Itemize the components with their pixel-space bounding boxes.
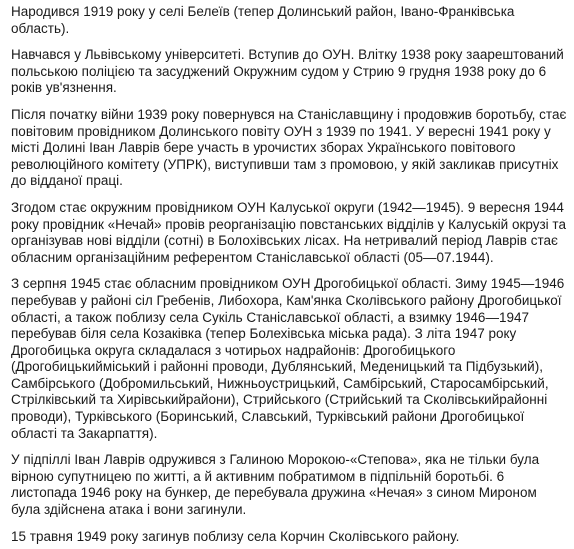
paragraph-death: 15 травня 1949 року загинув поблизу села Корчин Сколівського району. <box>11 528 460 544</box>
paragraph-marriage: У підпіллі Іван Лаврів одружився з Галиною Морокою-«Степова», яка не тільки була вірною супутницею по житті, а й активним побратимом в підпільній боротьбі. 6 листопада 1946 року на бункер, де перебувала дружина «Нечая» з сином Мироном була здійснена атака і вони загинули. <box>11 452 540 518</box>
paragraph-education: Навчався у Львівському університеті. Вступив до ОУН. Влітку 1938 року заарештований польською поліцією та засуджений Окружним судом у Стрию 9 грудня 1938 року до 6 років ув'язнення. <box>11 47 564 96</box>
paragraph-stanislav-1939: Після початку війни 1939 року повернувся на Станіславщину і продовжив боротьбу, стає повітовим провідником Долинського повіту ОУН з 1939 по 1941. У вересні 1941 року у місті Долині Іван Лаврів бере участь в урочистих зборах Українського повітового революційного комітету (УПРК), виступивши там з промовою, у якій закликав присутніх до відданої праці. <box>11 106 567 189</box>
paragraph-drohobych-oblast: З серпня 1945 стає обласним провідником ОУН Дрогобицької області. Зиму 1945—1946 перебував у районі сіл Гребенів, Либохора, Кам'янка Сколівського району Дрогобицької області, а також поблизу села Сукіль Станіславської області, а взимку 1946—1947 перебував біля села Козаківка (тепер Болехівська міська рада). З літа 1947 року Дрогобицька округа складалася з чотирьох надрайонів: Дрогобицького (Дрогобицькийміський і районні проводи, Дублянський, Меденицький та Підбузький), Самбірського (Добромильський, Нижньоустрицький, Самбірський, Старосамбірський, Стрілківський та Хирівськийрайони), Стрийського (Стрийський та Сколівськийрайонні проводи), Турківського (Боринський, Славський, Турківський райони Дрогобицької області та Закарпаття). <box>11 276 565 441</box>
paragraph-kalush-okruha: Згодом стає окружним провідником ОУН Калуської округи (1942—1945). 9 вересня 1944 року провідник «Нечай» провів реорганізацію повстанських відділів у Калуській окрузі та організував нові відділи (сотні) в Болохівських лісах. На нетривалий період Лаврів стає обласним організаційним референтом Станіславської області (05—07.1944). <box>11 199 566 265</box>
paragraph-birth: Народився 1919 року у селі Белеїв (тепер Долинський район, Івано-Франківська область). <box>11 4 515 36</box>
